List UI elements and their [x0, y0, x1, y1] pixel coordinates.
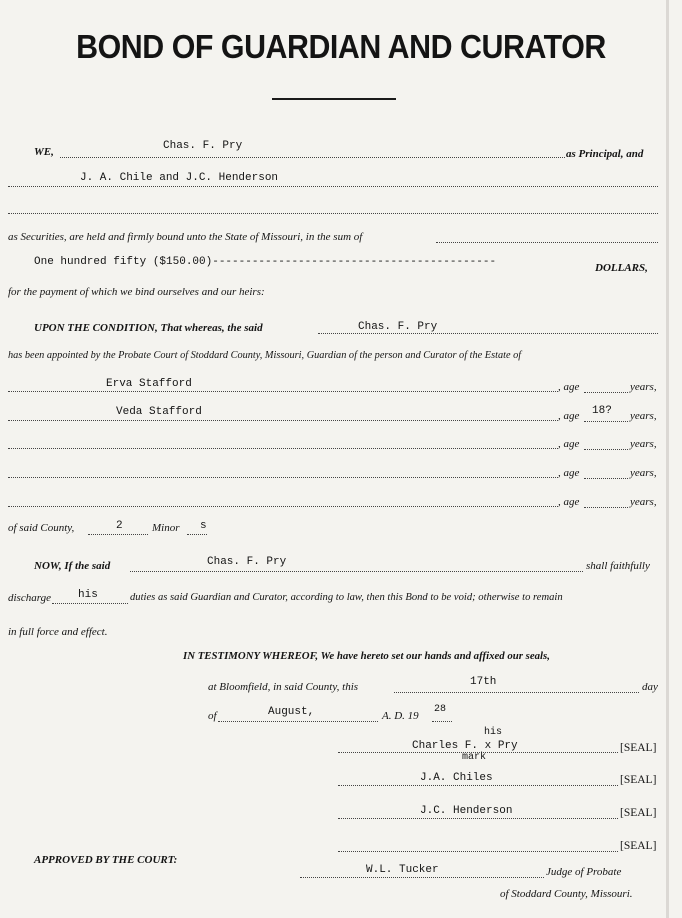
sum-fill-line [436, 242, 658, 243]
condition-prefix: UPON THE CONDITION, That whereas, the said [34, 322, 263, 334]
scan-edge [666, 0, 669, 918]
judge-title: Judge of Probate [546, 866, 622, 878]
ward-name: Erva Stafford [106, 378, 192, 390]
age-label: , age [558, 410, 580, 422]
ward-age: 18? [592, 405, 612, 417]
age-label: , age [558, 496, 580, 508]
ward-name-line [8, 391, 558, 392]
age-label: , age [558, 467, 580, 479]
securities-names: J. A. Chile and J.C. Henderson [80, 172, 279, 184]
years-label: years, [630, 381, 657, 393]
principal-name: Chas. F. Pry [163, 140, 243, 152]
age-fill-line [584, 507, 628, 508]
signature-above: his [484, 727, 503, 738]
age-fill-line [584, 449, 628, 450]
age-fill-line [584, 478, 628, 479]
years-label: years, [630, 438, 657, 450]
document-title: BOND OF GUARDIAN AND CURATOR [76, 28, 606, 65]
seal-label: [SEAL] [620, 742, 657, 754]
signature-name: J.C. Henderson [420, 805, 513, 817]
pronoun-fill-line [52, 603, 128, 604]
payment-text: for the payment of which we bind ourselves and our heirs: [8, 286, 265, 298]
title-underline [272, 98, 396, 100]
year-value: 28 [434, 704, 447, 715]
signature-fill-line [338, 785, 618, 786]
minor-suffix: s [200, 520, 207, 532]
signature-fill-line [338, 818, 618, 819]
date-of-label: of [208, 710, 217, 722]
minor-count: 2 [116, 520, 123, 532]
signature-name: J.A. Chiles [420, 772, 493, 784]
condition-fill-line [318, 333, 658, 334]
sum-amount: One hundred fifty ($150.00)------------------------------------------- [34, 256, 497, 268]
ward-name: Veda Stafford [116, 406, 202, 418]
appointment-text: has been appointed by the Probate Court of Stoddard County, Missouri, Guardian of the person and Curator of the Estate of [8, 350, 522, 361]
age-fill-line [584, 421, 628, 422]
testimony-text: IN TESTIMONY WHEREOF, We have hereto set our hands and affixed our seals, [183, 650, 550, 662]
discharge-text: duties as said Guardian and Curator, according to law, then this Bond to be void; otherwise to remain [130, 592, 563, 603]
seal-label: [SEAL] [620, 840, 657, 852]
faithfully-label: shall faithfully [586, 560, 650, 572]
now-prefix: NOW, If the said [34, 560, 111, 572]
judge-fill-line [300, 877, 544, 878]
seal-label: [SEAL] [620, 774, 657, 786]
force-text: in full force and effect. [8, 626, 108, 638]
age-label: , age [558, 438, 580, 450]
month-value: August, [268, 706, 315, 718]
signature-name: Charles F. x Pry [412, 740, 518, 752]
judge-name: W.L. Tucker [366, 864, 439, 876]
as-principal-label: as Principal, and [566, 148, 644, 160]
now-fill-line [130, 571, 583, 572]
ward-name-line [8, 477, 558, 478]
ward-name-line [8, 448, 558, 449]
ward-name-line [8, 506, 558, 507]
county-prefix: of said County, [8, 522, 75, 534]
ward-name-line [8, 420, 558, 421]
years-label: years, [630, 410, 657, 422]
discharge-prefix: discharge [8, 592, 51, 604]
age-label: , age [558, 381, 580, 393]
ad-label: A. D. 19 [382, 710, 419, 722]
count-fill-line [88, 534, 148, 535]
condition-name: Chas. F. Pry [358, 321, 438, 333]
judge-county: of Stoddard County, Missouri. [500, 888, 633, 900]
year-fill-line [432, 721, 452, 722]
month-fill-line [218, 721, 378, 722]
signature-fill-line [338, 851, 618, 852]
securities-fill-line [8, 186, 658, 187]
discharge-pronoun: his [78, 589, 98, 601]
years-label: years, [630, 496, 657, 508]
seal-label: [SEAL] [620, 807, 657, 819]
principal-fill-line [60, 157, 565, 158]
day-label: day [642, 681, 658, 693]
securities-text: as Securities, are held and firmly bound unto the State of Missouri, in the sum of [8, 231, 363, 243]
place-prefix: at Bloomfield, in said County, this [208, 681, 359, 693]
dollars-label: DOLLARS, [595, 262, 648, 274]
suffix-fill-line [187, 534, 207, 535]
day-value: 17th [470, 676, 497, 688]
blank-fill-line [8, 213, 658, 214]
years-label: years, [630, 467, 657, 479]
we-label: WE, [34, 146, 54, 158]
minor-label: Minor [152, 522, 180, 534]
approved-label: APPROVED BY THE COURT: [34, 854, 178, 866]
day-fill-line [394, 692, 639, 693]
signature-below: mark [462, 752, 487, 763]
now-name: Chas. F. Pry [207, 556, 287, 568]
age-fill-line [584, 392, 628, 393]
